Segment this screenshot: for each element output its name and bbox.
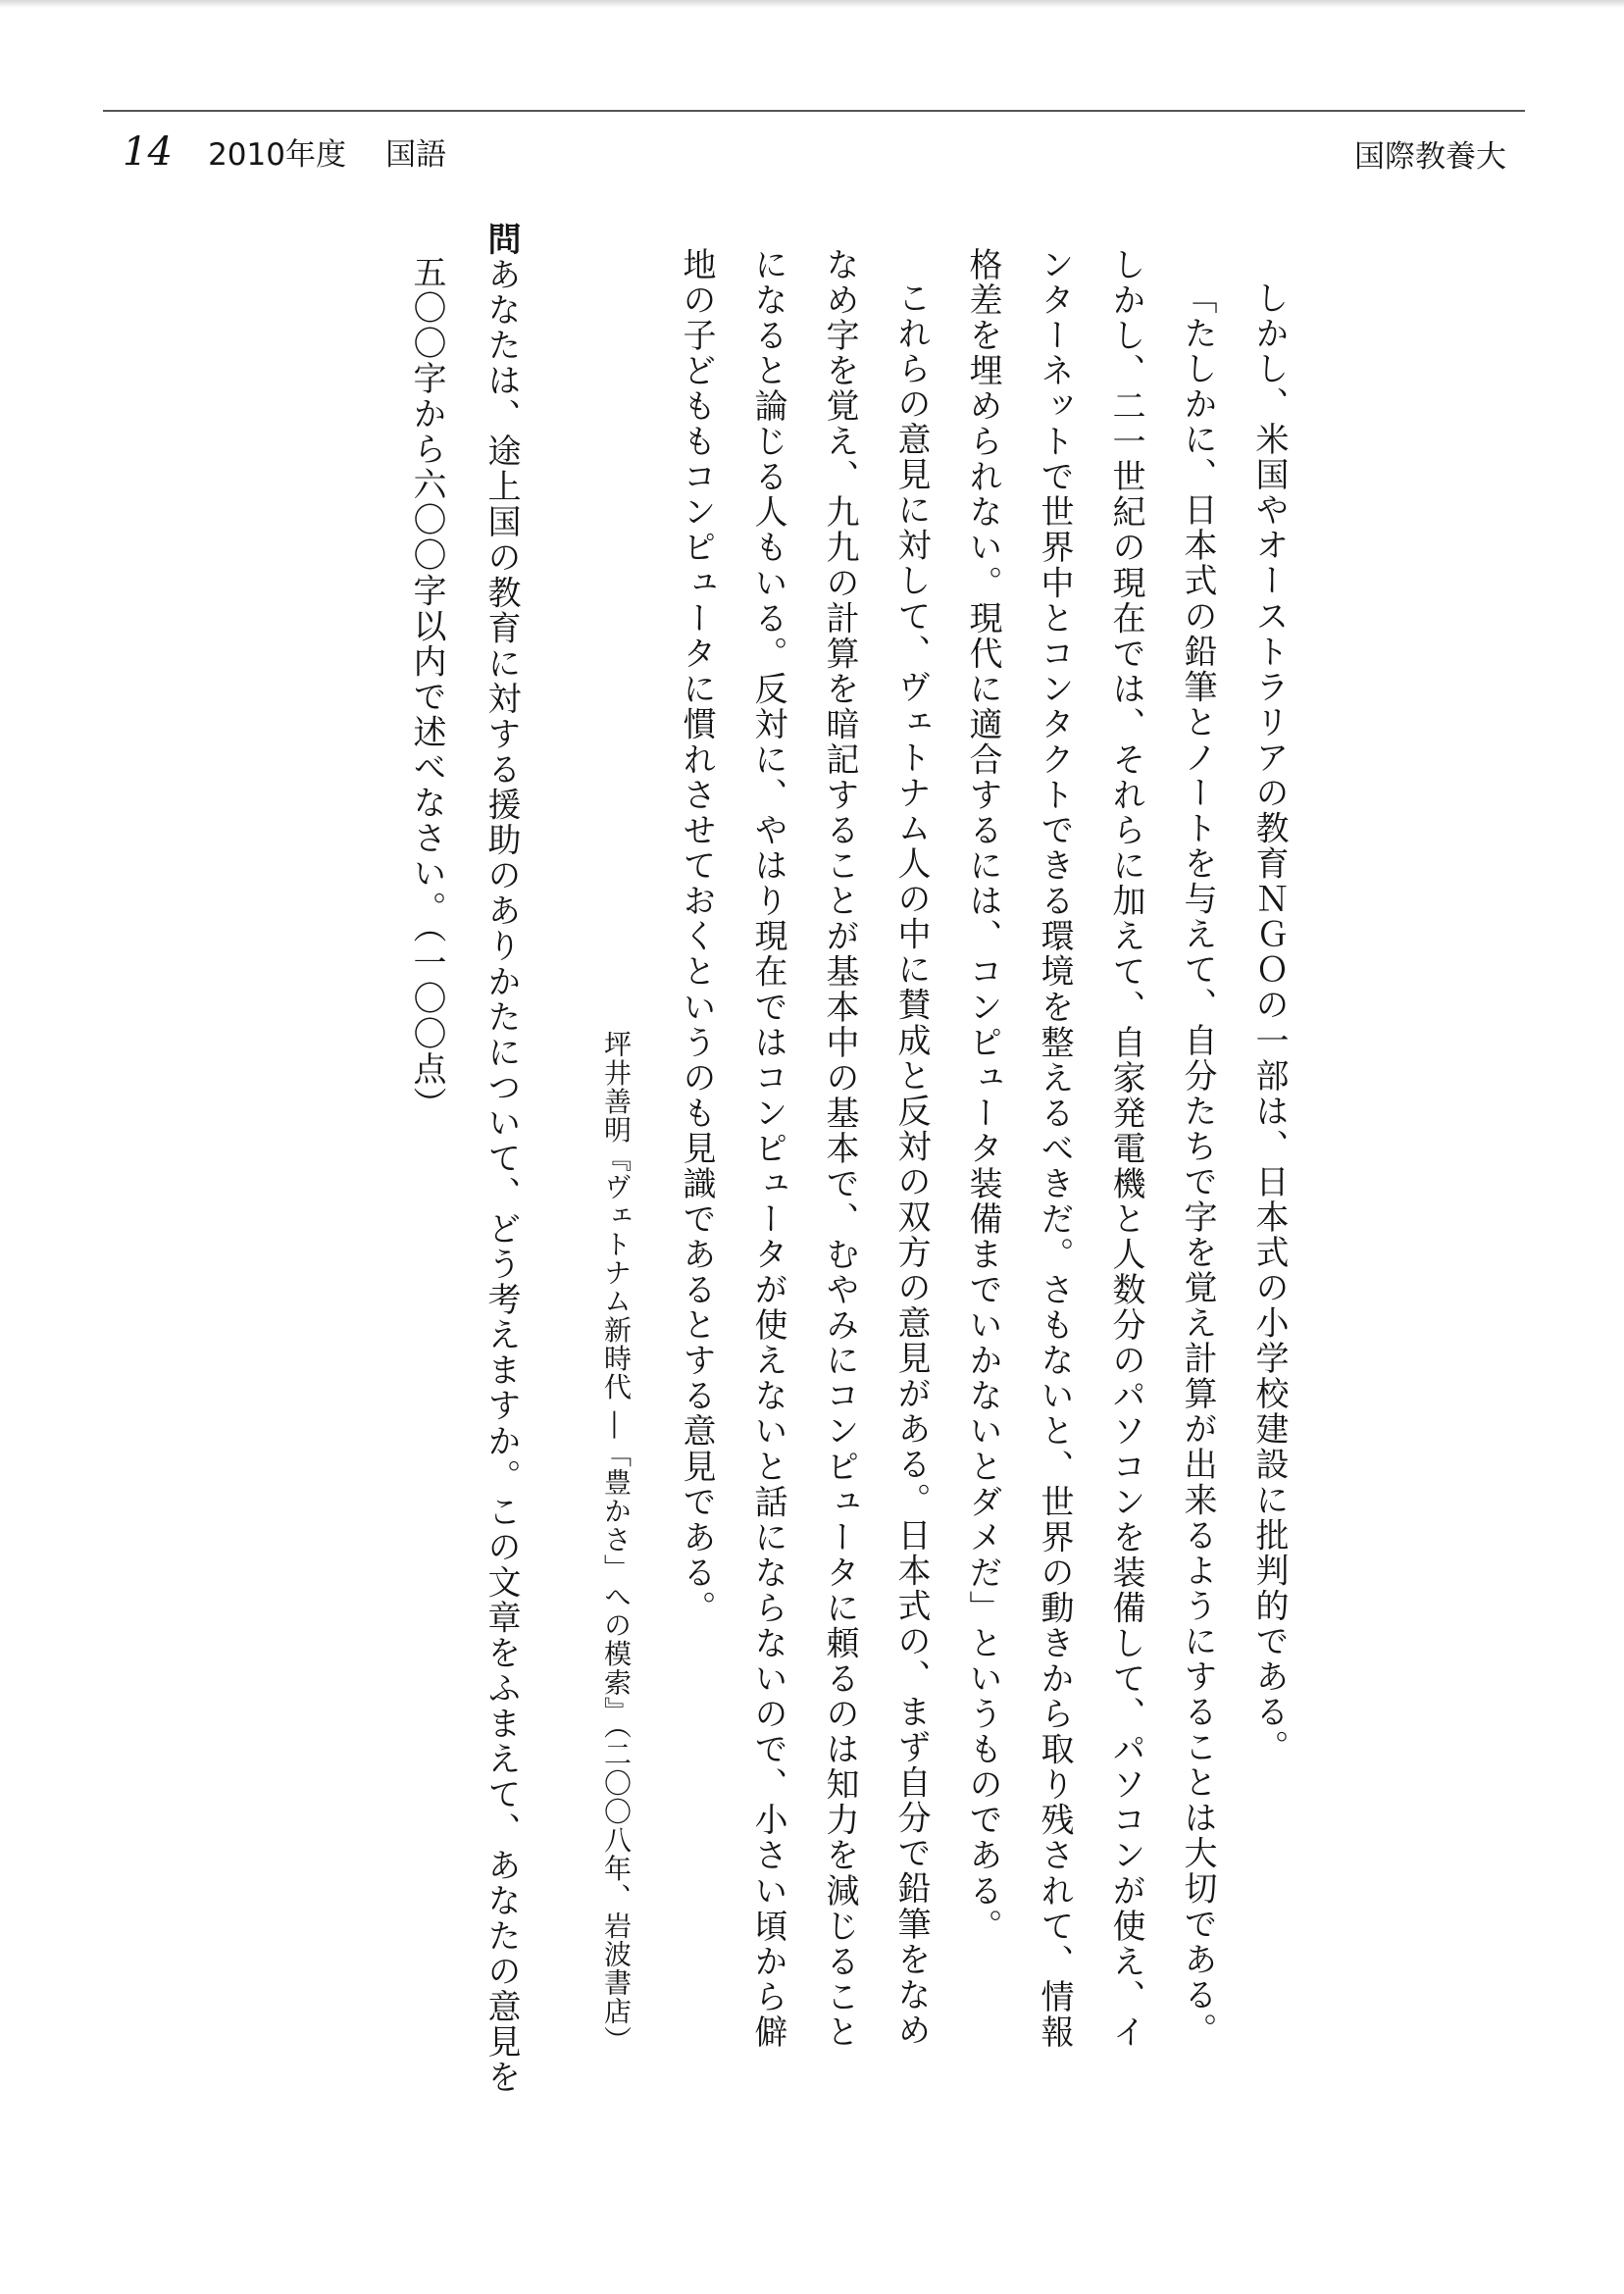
page-number: 14 bbox=[123, 129, 173, 175]
question-line-1 bbox=[464, 222, 538, 2095]
header-rule bbox=[103, 110, 1525, 112]
university-name: 国際教養大 bbox=[1354, 139, 1506, 175]
scan-edge bbox=[0, 0, 1624, 8]
question-mark: 問 bbox=[482, 222, 521, 258]
exam-year: 2010年度 bbox=[208, 137, 346, 173]
question-text-1: あなたは、途上国の教育に対する援助のありかたについて、どう考えますか。この文章をふまえて、あなたの意見を bbox=[482, 257, 521, 2096]
paragraph-3: これらの意見に対して、ヴェトナム人の中に賛成と反対の双方の意見がある。日本式の、まず自分で鉛筆をなめなめ字を覚え、九九の計算を暗記することが基本中の基本で、むやみにコンピュータに頼るのは知力を減じることになると論じる人もいる。反対に、やはり現在ではコンピュータが使えないと話にならないので、小さい頃から僻地の子どももコンピュータに慣れさせておくというのも見識であるとする意見である。 bbox=[677, 247, 931, 2051]
question-block bbox=[389, 222, 538, 2095]
page-header bbox=[0, 110, 1624, 178]
source-citation: 坪井善明『ヴェトナム新時代 ―「豊かさ」への模索』（二〇〇八年、岩波書店） bbox=[600, 1030, 633, 2055]
subject: 国語 bbox=[385, 137, 447, 173]
paragraph-1: しかし、米国やオーストラリアの教育ＮＧＯの一部は、日本式の小学校建設に批判的である。 bbox=[1249, 280, 1289, 1765]
passage-body bbox=[660, 247, 1304, 2071]
question-line-2: 五〇〇字から六〇〇字以内で述べなさい。（一〇〇点） bbox=[407, 255, 446, 1122]
paragraph-2: 「たしかに、日本式の鉛筆とノートを与えて、自分たちで字を覚え計算が出来るようにすることは大切である。しかし、二一世紀の現在では、それらに加えて、自家発電機と人数分のパソコンを装備して、パソコンが使え、インターネットで世界中とコンタクトできる環境を整えるべきだ。さもないと、世界の動きから取り残されて、情報格差を埋められない。現代に適合するには、コンピュータ装備までいかないとダメだ」というものである。 bbox=[963, 247, 1217, 2051]
header-left bbox=[123, 129, 446, 175]
